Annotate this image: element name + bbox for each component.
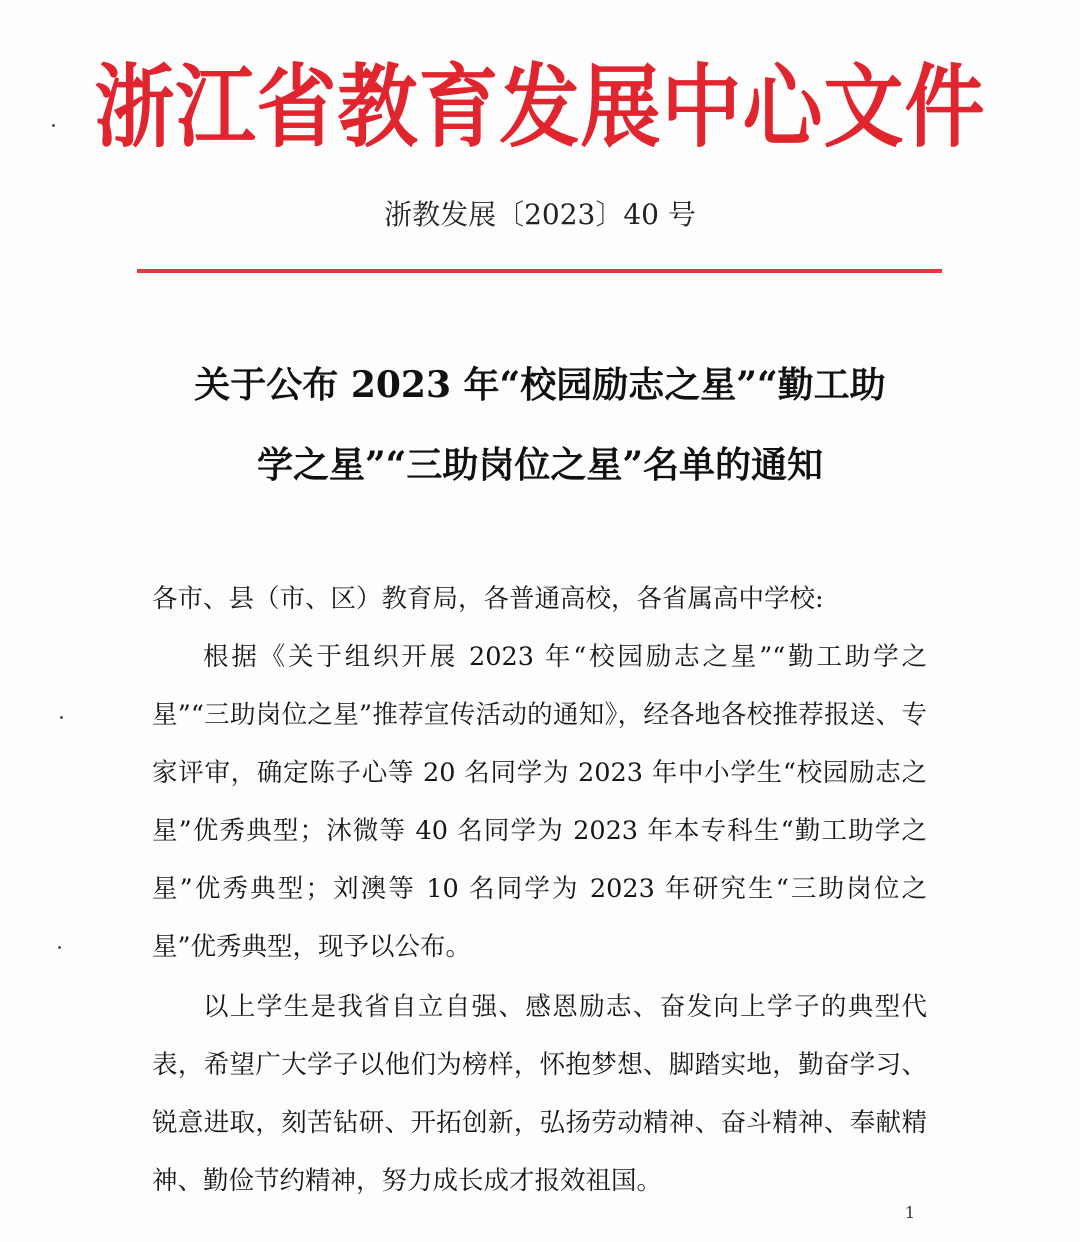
scan-speck <box>58 946 61 949</box>
page-number: 1 <box>904 1203 916 1222</box>
body-paragraph-1: 根据《关于组织开展 2023 年“校园励志之星”“勤工助学之星”“三助岗位之星”推荐宣传活动的通知》，经各地各校推荐报送、专家评审，确定陈子心等 20 名同学为 2023 年中小学生“校园励志之星”优秀典型；沐微等 40 名同学为 2023 年本专科生“勤工助学之星”优秀典型；刘澳等 10 名同学为 2023 年研究生“三助岗位之星”优秀典型，现予以公布。 <box>152 642 927 962</box>
notice-title-line-1: 关于公布 2023 年“校园励志之星”“勤工助 <box>194 364 886 406</box>
document-number: 浙教发展〔2023〕40 号 <box>384 198 696 231</box>
notice-body <box>152 570 927 1210</box>
scan-speck <box>52 124 55 127</box>
notice-title <box>120 345 960 505</box>
notice-title-line-2: 学之星”“三助岗位之星”名单的通知 <box>256 444 824 486</box>
body-paragraph-2: 以上学生是我省自立自强、感恩励志、奋发向上学子的典型代表，希望广大学子以他们为榜样，怀抱梦想、脚踏实地，勤奋学习、锐意进取，刻苦钻研、开拓创新，弘扬劳动精神、奋斗精神、奉献精神、勤俭节约精神，努力成长成才报效祖国。 <box>152 992 927 1196</box>
org-masthead-title: 浙江省教育发展中心文件 <box>94 53 986 160</box>
red-divider-rule <box>137 269 942 273</box>
scan-speck <box>60 716 63 719</box>
salutation: 各市、县（市、区）教育局，各普通高校，各省属高中学校: <box>152 584 824 614</box>
